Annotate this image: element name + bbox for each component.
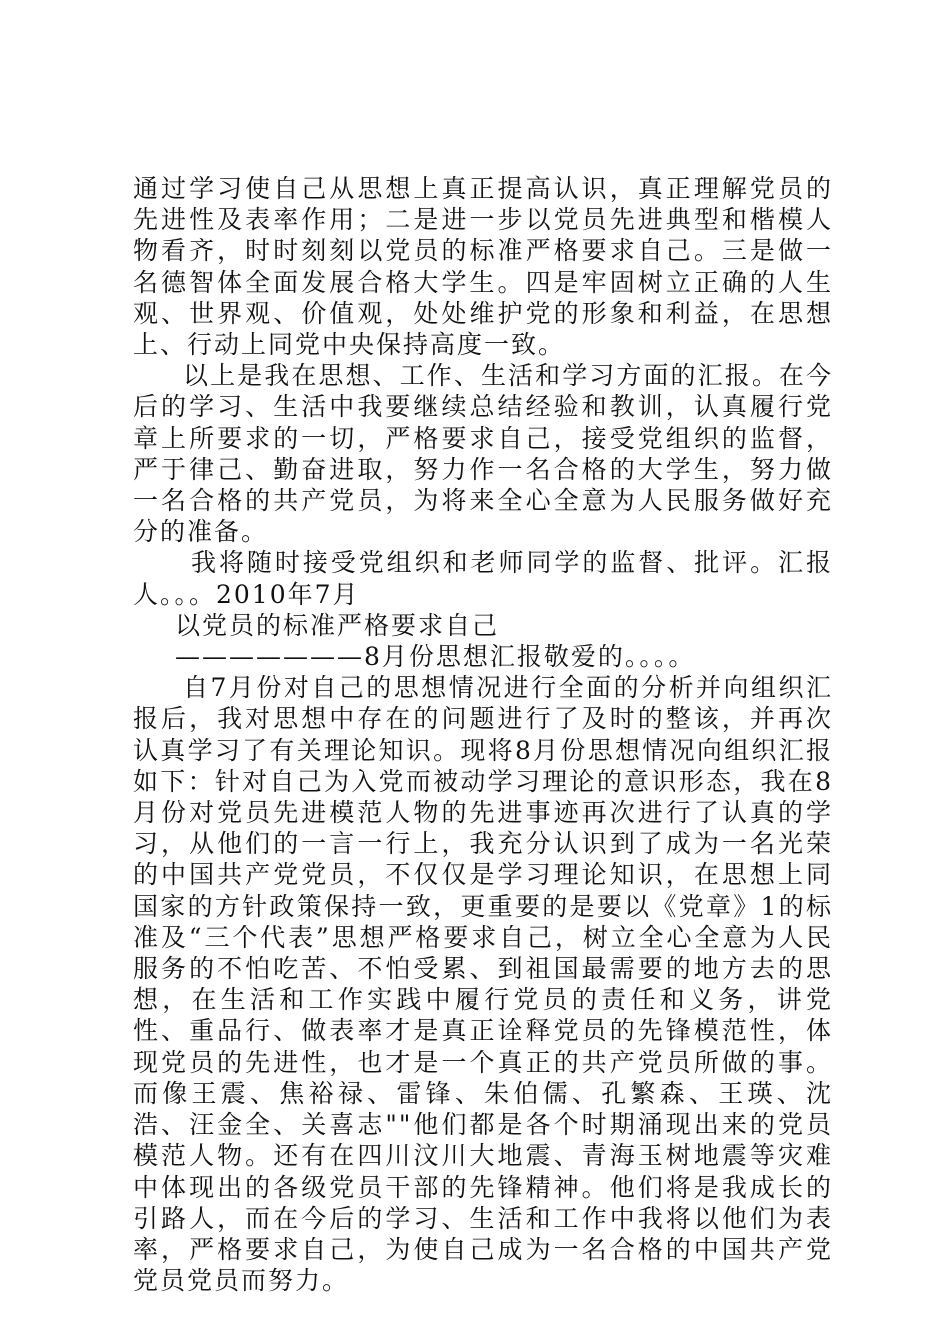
paragraph-signature: 我将随时接受党组织和老师同学的监督、批评。汇报人。。。2010年7月 [133,548,833,609]
paragraph-summary: 以上是我在思想、工作、生活和学习方面的汇报。在今后的学习、生活中我要继续总结经验和教训，认真履行党章上所要求的一切，严格要求自己，接受党组织的监督，严于律己、勤奋进取，努力作一名合格的大学生，努力做一名合格的共产党员，为将来全心全意为人民服务做好充分的准备。 [133,361,833,547]
paragraph-august-report: 自7月份对自己的思想情况进行全面的分析并向组织汇报后，我对思想中存在的问题进行了及时的整该，并再次认真学习了有关理论知识。现将8月份思想情况向组织汇报如下：针对自己为入党而被动学习理论的意识形态，我在8月份对党员先进模范人物的先进事迹再次进行了认真的学习，从他们的一言一行上，我充分认识到了成为一名光荣的中国共产党党员，不仅仅是学习理论知识，在思想上同国家的方针政策保持一致，更重要的是要以《党章》1的标准及“三个代表”思想严格要求自己，树立全心全意为人民服务的不怕吃苦、不怕受累、到祖国最需要的地方去的思想，在生活和工作实践中履行党员的责任和义务，讲党性、重品行、做表率才是真正诠释党员的先锋模范性，体现党员的先进性，也才是一个真正的共产党员所做的事。而像王震、焦裕禄、雷锋、朱伯儒、孔繁森、王瑛、沈浩、汪金全、关喜志""他们都是各个时期涌现出来的党员模范人物。还有在四川汶川大地震、青海玉树地震等灾难中体现出的各级党员干部的先锋精神。他们将是我成长的引路人，而在今后的学习、生活和工作中我将以他们为表率，严格要求自己，为使自己成为一名合格的中国共产党党员党员而努力。 [133,673,833,1296]
section-title: 以党员的标准严格要求自己 [175,610,500,640]
paragraph-continuation: 通过学习使自己从思想上真正提高认识，真正理解党员的先进性及表率作用；二是进一步以党员先进典型和楷模人物看齐，时时刻刻以党员的标准严格要求自己。三是做一名德智体全面发展合格大学生。四是牢固树立正确的人生观、世界观、价值观，处处维护党的形象和利益，在思想上、行动上同党中央保持高度一致。 [133,174,833,360]
section-subtitle: ———————8月份思想汇报敬爱的。。。。 [175,642,696,672]
document-body [133,173,833,1296]
